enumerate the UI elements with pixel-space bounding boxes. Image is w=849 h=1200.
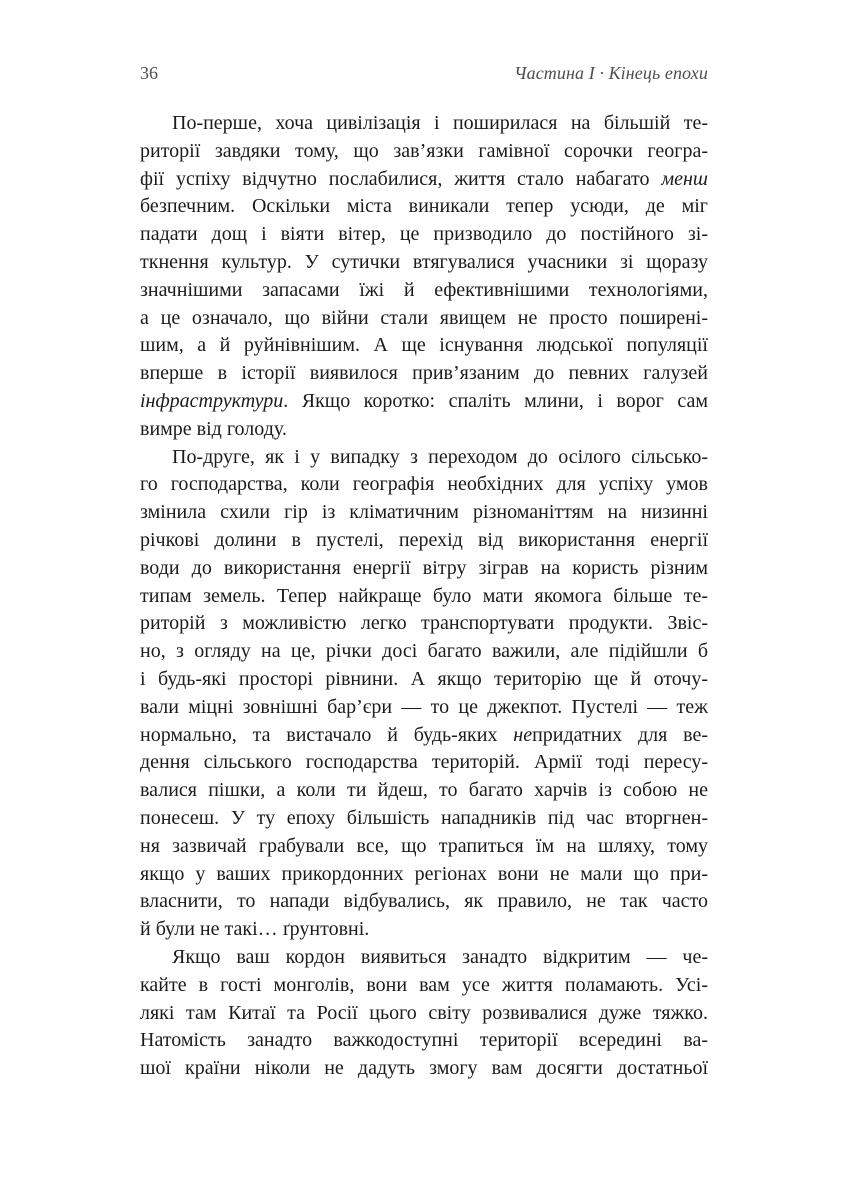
paragraph-1 — [140, 110, 708, 444]
italic-emphasis: інфраструктури — [140, 389, 284, 412]
text-line: По-перше, хоча цивілізація і поширилася на більшій те- — [172, 112, 708, 134]
text-line: но, з огляду на це, річки досі багато важили, але підійшли б — [140, 640, 708, 663]
text-line: валися пішки, а коли ти йдеш, то багато харчів із собою не — [140, 779, 708, 802]
page-number: 36 — [140, 63, 158, 83]
text-line: вперше в історії виявилося прив’язаним до певних галузей — [140, 362, 708, 385]
page-header — [140, 60, 708, 86]
text-line: лякі там Китаї та Росії цього світу розвивалися дуже тяжко. — [140, 1001, 708, 1024]
text-line: і будь-які просторі рівнини. А якщо територію ще й оточу- — [140, 667, 708, 690]
text-line: понесеш. У ту епоху більшість нападників під час вторгнен- — [140, 806, 708, 829]
text-line: шим, а й руйнівнішим. А ще існування людської популяції — [140, 334, 708, 357]
italic-emphasis: не — [513, 723, 533, 746]
text-line: вали міцні зовнішні бар’єри — то це джекпот. Пустелі — теж — [140, 695, 708, 718]
running-title: Частина I · Кінець епохи — [514, 63, 708, 83]
text-line: ня зазвичай грабували все, що трапиться їм на шляху, тому — [140, 834, 708, 857]
body-text — [140, 110, 708, 1083]
italic-emphasis: менш — [661, 167, 708, 190]
text-line: Якщо ваш кордон виявиться занадто відкритим — че- — [172, 945, 708, 968]
text-line: падати дощ і віяти вітер, це призводило до постійного зі- — [140, 223, 708, 246]
paragraph-2 — [140, 444, 708, 944]
text-line: безпечним. Оскільки міста виникали тепер усюди, де міг — [140, 195, 708, 218]
text-line: річкові долини в пустелі, перехід від використання енергії — [140, 528, 708, 551]
text-line: й були не такі… ґрунтовні. — [140, 918, 370, 941]
paragraph-3 — [140, 944, 708, 1083]
text-segment: придатних для ве- — [532, 723, 709, 746]
text-line: Натомість занадто важкодоступні території всередині ва- — [140, 1029, 708, 1052]
text-line: змінила схили гір із кліматичним різноманіттям на низинні — [140, 501, 708, 524]
text-line: якщо у ваших прикордонних регіонах вони не мали що при- — [140, 862, 708, 885]
text-line: риторії завдяки тому, що зав’язки гамівної сорочки геогра- — [140, 139, 708, 162]
text-line: ткнення культур. У сутички втягувалися учасники зі щоразу — [140, 250, 708, 273]
text-line: води до використання енергії вітру зіграв на користь різним — [140, 556, 708, 579]
text-line: го господарства, коли географія необхідних для успіху умов — [140, 473, 708, 496]
text-line: риторій з можливістю легко транспортувати продукти. Звіс- — [140, 612, 708, 635]
text-line — [140, 388, 708, 416]
text-line: вимре від голоду. — [140, 417, 287, 440]
text-line: дення сільського господарства територій. Армії тоді пересу- — [140, 751, 708, 774]
text-line: а це означало, що війни стали явищем не просто поширені- — [140, 306, 708, 329]
text-line: кайте в гості монголів, вони вам усе життя поламають. Усі- — [140, 973, 708, 996]
text-line: власнити, то напади відбувались, як правило, не так часто — [140, 890, 708, 913]
text-line — [140, 722, 708, 750]
text-line: По-друге, як і у випадку з переходом до осілого сільсько- — [172, 445, 708, 468]
text-line: типам земель. Тепер найкраще було мати якомога більше те- — [140, 584, 708, 607]
text-segment: фії успіху відчутно послабилися, життя стало набагато — [140, 167, 662, 190]
text-line: значнішими запасами їжі й ефективнішими технологіями, — [140, 278, 708, 301]
text-segment: . Якщо коротко: спаліть млини, і ворог сам — [283, 389, 708, 412]
text-segment: нормально, та вистачало й будь-яких — [140, 723, 514, 746]
text-line — [140, 166, 708, 194]
text-line: шої країни ніколи не дадуть змогу вам досягти достатньої — [140, 1057, 708, 1080]
